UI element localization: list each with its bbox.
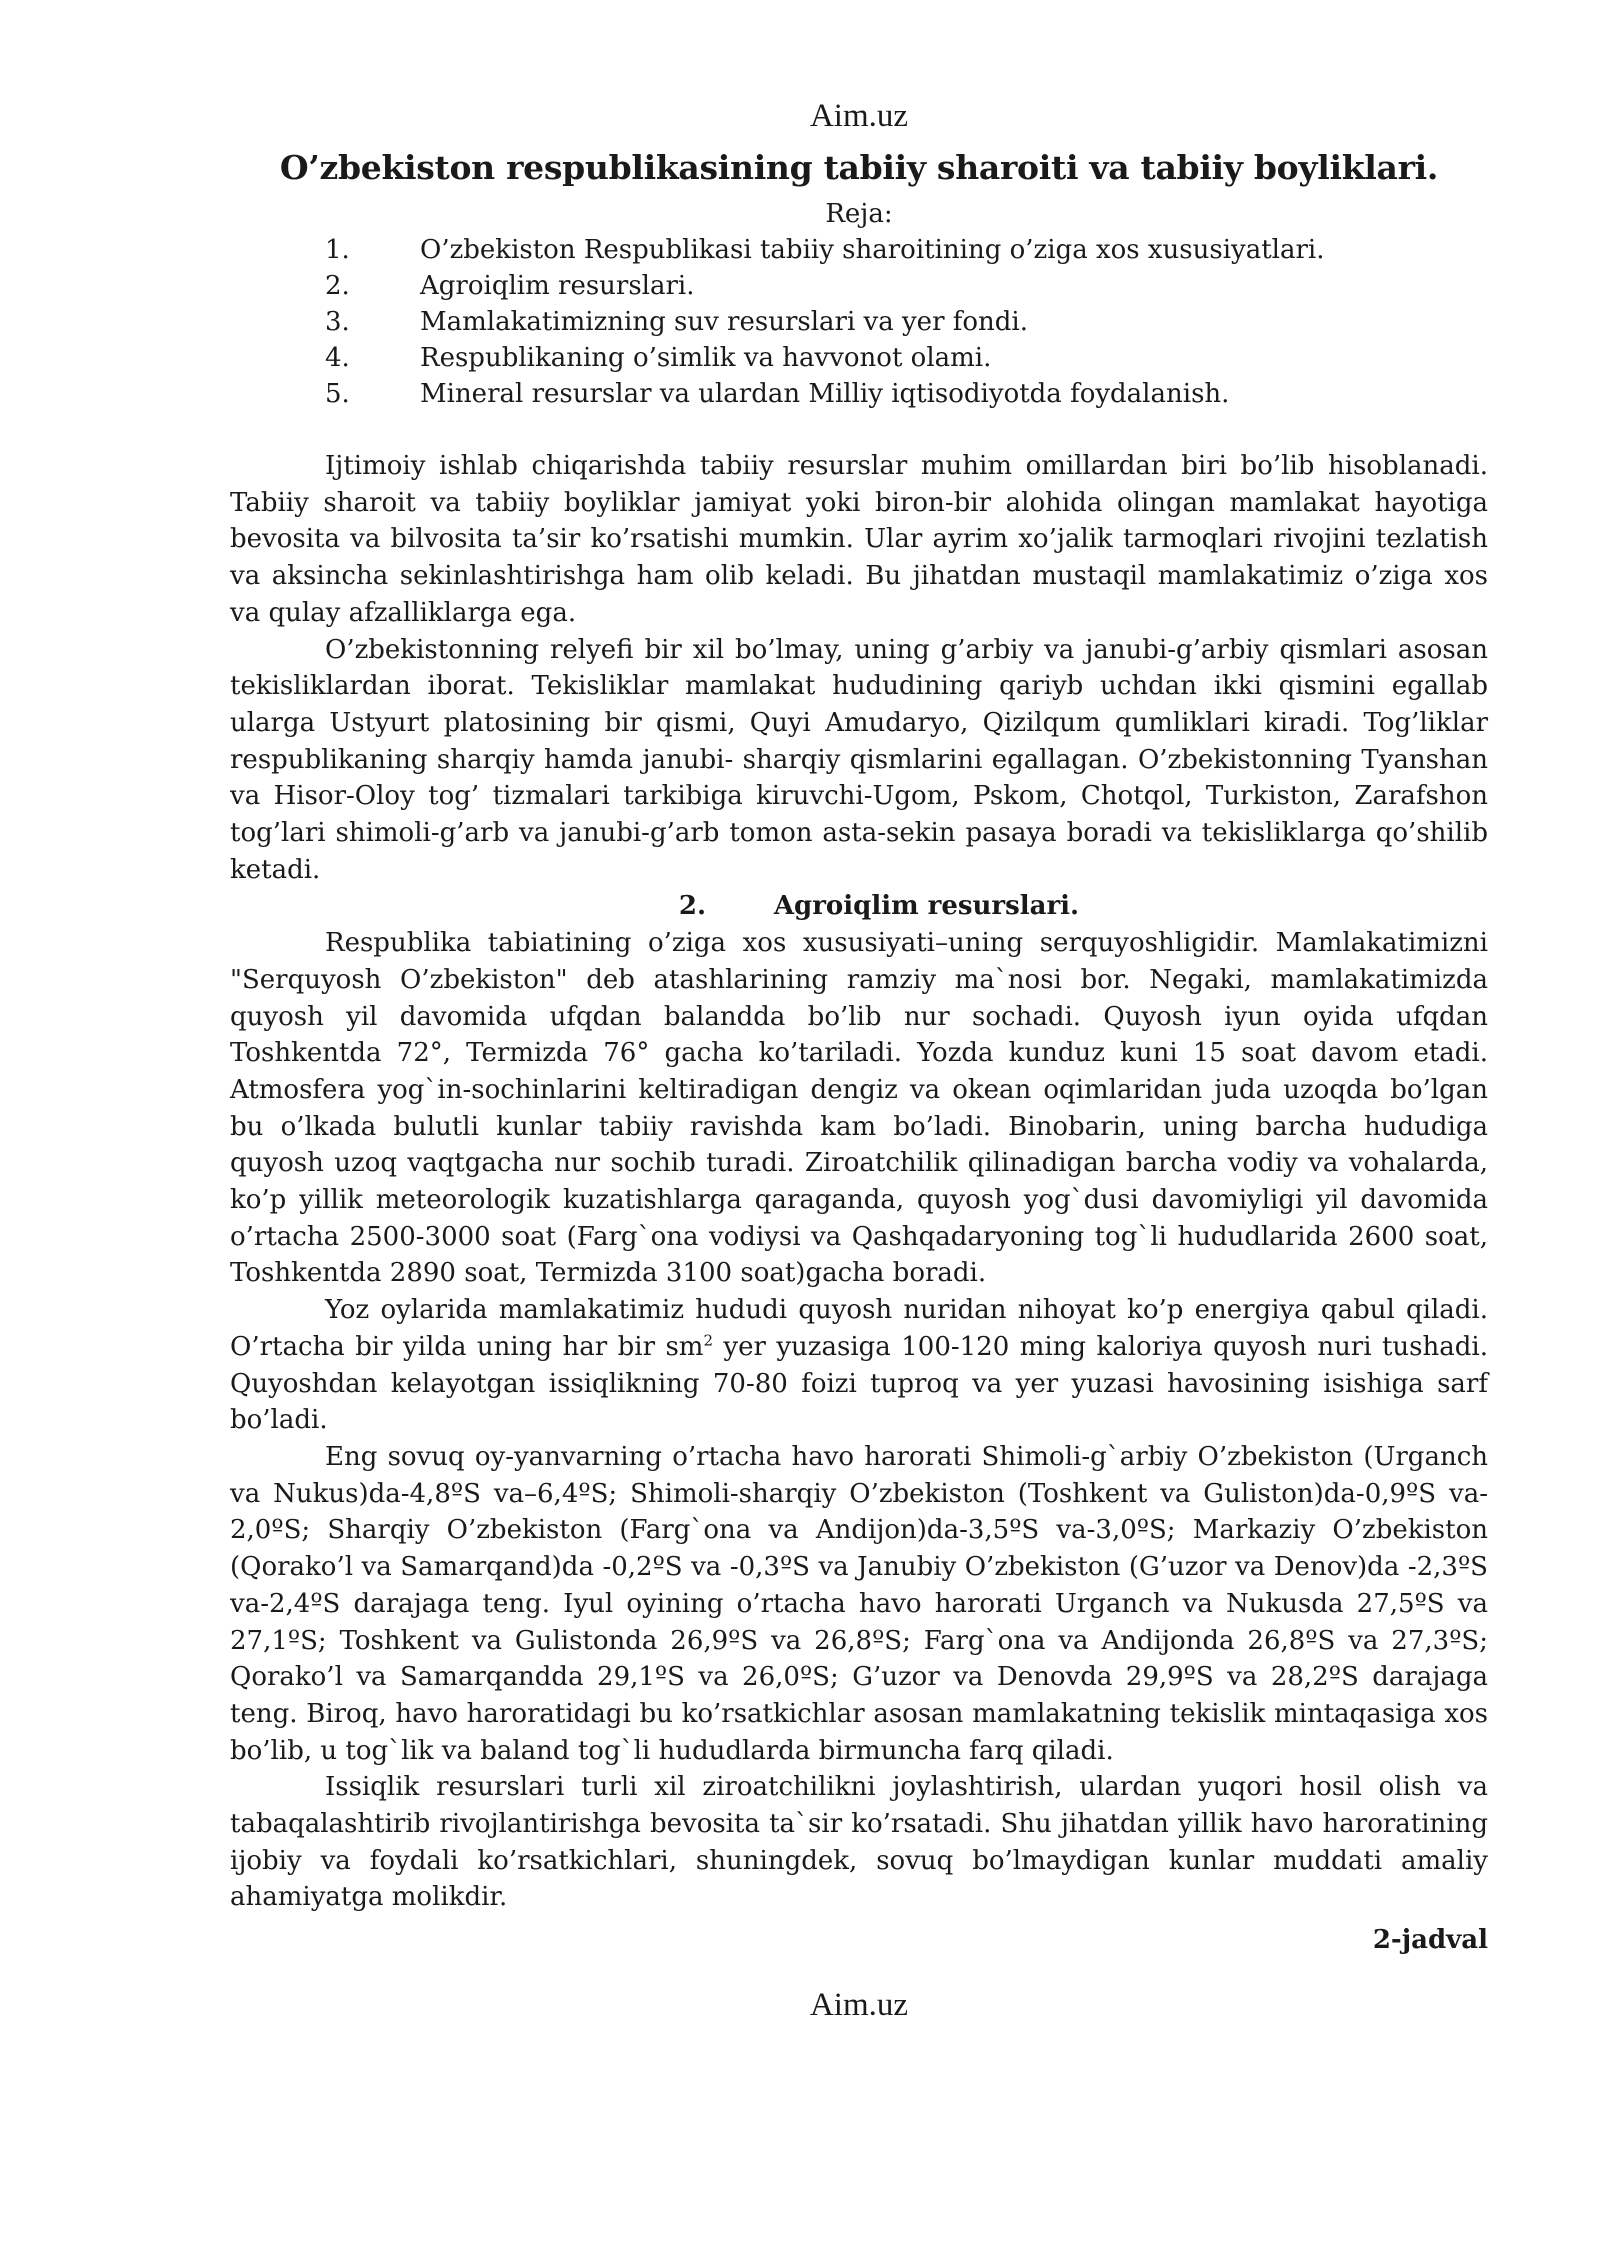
table-label: 2-jadval [1372, 1925, 1488, 1956]
plan-item-number: 1. [325, 235, 350, 265]
paragraph-heat-resources: Issiqlik resurslari turli xil ziroatchilikni joylashtirish, ulardan yuqori hosil olish va tabaqalashtirib rivojlantirishga bevosita ta`sir ko’rsatadi. Shu jihatdan yillik havo haroratining ijobiy va foydali ko’rsatkichlari, shuningdek, sovuq bo’lmaydigan kunlar muddati amaliy ahamiyatga molikdir. [230, 1772, 1488, 1913]
plan-item [230, 268, 1488, 304]
paragraph-sunshine: Respublika tabiatining o’ziga xos xususiyati–uning serquyoshligidir. Mamlakatimizni "Serquyosh O’zbekiston" deb atashlarining ramziy ma`nosi bor. Negaki, mamlakatimizda quyosh yil davomida ufqdan balandda bo’lib nur sochadi. Quyosh iyun oyida ufqdan Toshkentda 72°, Termizda 76° gacha ko’tariladi. Yozda kunduz kuni 15 soat davom etadi. Atmosfera yog`in-sochinlarini keltiradigan dengiz va okean oqimlaridan juda uzoqda bo’lgan bu o’lkada bulutli kunlar tabiiy ravishda kam bo’ladi. Binobarin, uning barcha hududiga quyosh uzoq vaqtgacha nur sochib turadi. Ziroatchilik qilinadigan barcha vodiy va vohalarda, ko’p yillik meteorologik kuzatishlarga qaraganda, quyosh yog`dusi davomiyligi yil davomida o’rtacha 2500-3000 soat (Farg`ona vodiysi va Qashqadaryoning tog`li hududlarida 2600 soat, Toshkentda 2890 soat, Termizda 3100 soat)gacha boradi. [230, 928, 1488, 1289]
plan-item-number: 3. [325, 307, 350, 337]
superscript: 2 [703, 1331, 713, 1350]
plan-item [230, 304, 1488, 340]
plan-item-text: Agroiqlim resurslari. [420, 271, 695, 301]
plan-list [230, 232, 1488, 412]
section-title: Agroiqlim resurslari. [773, 891, 1080, 922]
plan-item [230, 232, 1488, 268]
plan-item-text: Mineral resurslar va ulardan Milliy iqtisodiyotda foydalanish. [420, 379, 1230, 409]
section-number: 2. [678, 891, 707, 922]
plan-item-text: O’zbekiston Respublikasi tabiiy sharoitining o’ziga xos xususiyatlari. [420, 235, 1325, 265]
plan-item-text: Mamlakatimizning suv resurslari va yer fondi. [420, 307, 1029, 337]
plan-item-number: 4. [325, 343, 350, 373]
paragraph-relief: O’zbekistonning relyefi bir xil bo’lmay, uning g’arbiy va janubi-g’arbiy qismlari asosan tekisliklardan iborat. Tekisliklar mamlakat hududining qariyb uchdan ikki qismini egallab ularga Ustyurt platosining bir qismi, Quyi Amudaryo, Qizilqum qumliklari kiradi. Tog’liklar respublikaning sharqiy hamda janubi- sharqiy qismlarini egallagan. O’zbekistonning Tyanshan va Hisor-Oloy tog’ tizmalari tarkibiga kiruvchi-Ugom, Pskom, Chotqol, Turkiston, Zarafshon tog’lari shimoli-g’arb va janubi-g’arb tomon asta-sekin pasaya boradi va tekisliklarga qo’shilib ketadi. [230, 634, 1488, 885]
plan-label: Reja: [825, 199, 893, 229]
paragraph-energy: Yoz oylarida mamlakatimiz hududi quyosh nuridan nihoyat ko’p energiya qabul qiladi. O’rtacha bir yilda uning har bir $sm^2$ yer yuzasiga 100-120 ming kaloriya quyosh nuri tushadi. Quyoshdan kelayotgan issiqlikning 70-80 foizi tuproq va yer yuzasi havosining isishiga sarf bo’ladi. [230, 1295, 1488, 1436]
plan-item-text: Respublikaning o’simlik va havvonot olami. [420, 343, 992, 373]
site-footer: Aim.uz [809, 1987, 909, 2023]
document-page [230, 0, 1488, 2023]
document-title: O’zbekiston respublikasining tabiiy sharoiti va tabiiy boyliklari. [279, 148, 1439, 187]
site-header: Aim.uz [809, 98, 909, 134]
plan-item [230, 376, 1488, 412]
section-heading [230, 888, 1488, 925]
plan-item-number: 2. [325, 271, 350, 301]
paragraph-intro: Ijtimoiy ishlab chiqarishda tabiiy resurslar muhim omillardan biri bo’lib hisoblanadi. Tabiiy sharoit va tabiiy boyliklar jamiyat yoki biron-bir alohida olingan mamlakat hayotiga bevosita va bilvosita ta’sir ko’rsatishi mumkin. Ular ayrim xo’jalik tarmoqlari rivojini tezlatish va aksincha sekinlashtirishga ham olib keladi. Bu jihatdan mustaqil mamlakatimiz o’ziga xos va qulay afzalliklarga ega. [230, 451, 1488, 628]
plan-item-number: 5. [325, 379, 350, 409]
paragraph-temperature: Eng sovuq oy-yanvarning o’rtacha havo harorati Shimoli-g`arbiy O’zbekiston (Urganch va Nukus)da-4,8ºS va–6,4ºS; Shimoli-sharqiy O’zbekiston (Toshkent va Guliston)da-0,9ºS va-2,0ºS; Sharqiy O’zbekiston (Farg`ona va Andijon)da-3,5ºS va-3,0ºS; Markaziy O’zbekiston (Qorako’l va Samarqand)da -0,2ºS va -0,3ºS va Janubiy O’zbekiston (G’uzor va Denov)da -2,3ºS va-2,4ºS darajaga teng. Iyul oyining o’rtacha havo harorati Urganch va Nukusda 27,5ºS va 27,1ºS; Toshkent va Gulistonda 26,9ºS va 26,8ºS; Farg`ona va Andijonda 26,8ºS va 27,3ºS; Qorako’l va Samarqandda 29,1ºS va 26,0ºS; G’uzor va Denovda 29,9ºS va 28,2ºS darajaga teng. Biroq, havo haroratidagi bu ko’rsatkichlar asosan mamlakatning tekislik mintaqasiga xos bo’lib, u tog`lik va baland tog`li hududlarda birmuncha farq qiladi. [230, 1441, 1488, 1766]
plan-item [230, 340, 1488, 376]
